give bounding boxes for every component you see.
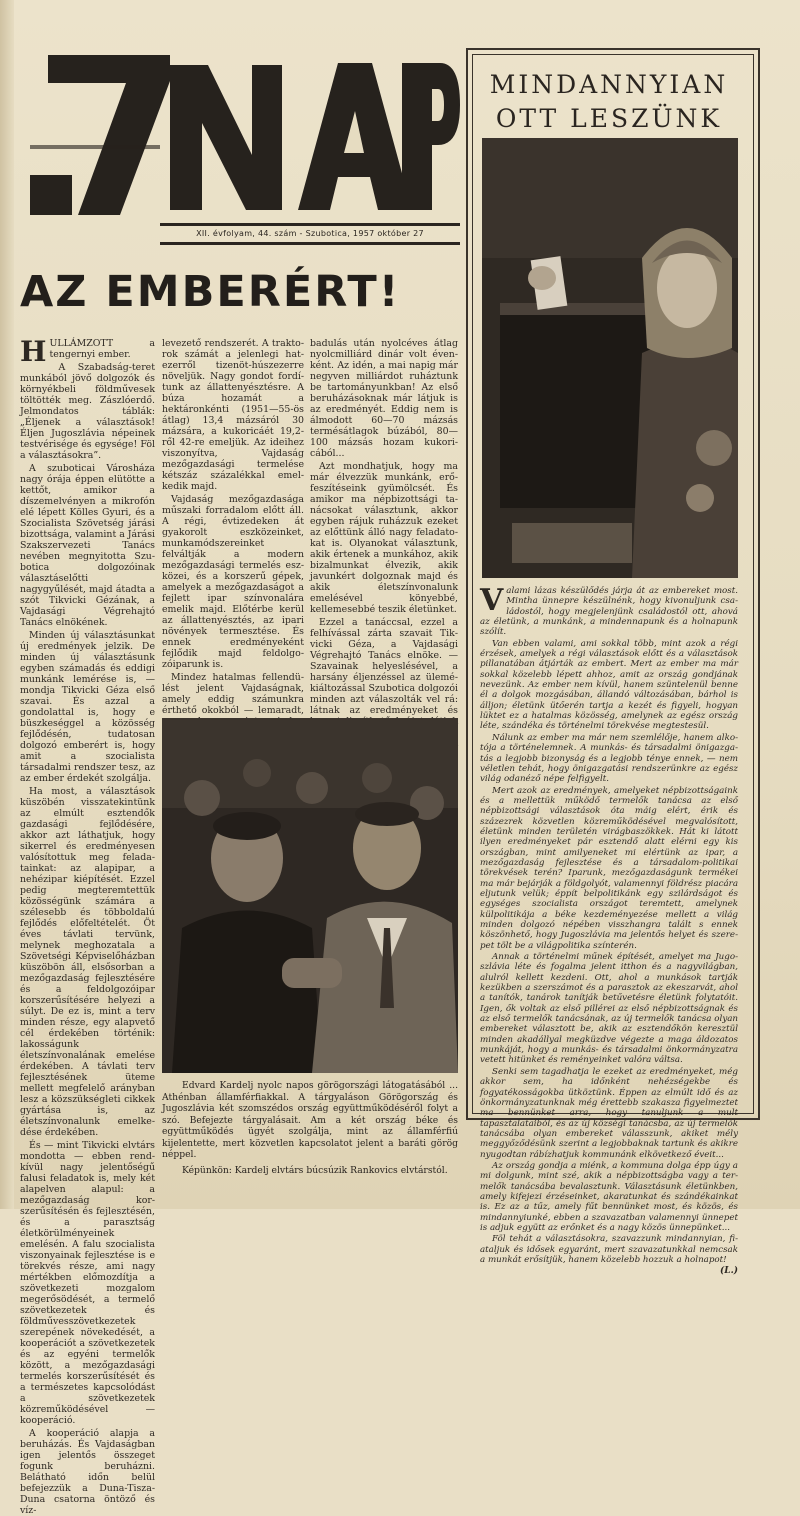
sidebar-title xyxy=(468,68,750,136)
article-paragraph: A kooperáció alapja a beruházás. És Vajdaságban igen jelentős összeget fogunk beruházni. Belátható időn belül befejezzük a Duna-Tisza-Duna csatorna öntöző és víz- xyxy=(20,1428,155,1516)
article-paragraph: A Szabadság-teret munkából jövő dolgozók és környékbeli földművesek töltötték meg. Zászlóerdő. Jelmondatos táblák: „Éljenek a választások! Éljen Jugoszlávia népeinek testvérisége és egysége! Föl a választásokra”. xyxy=(20,362,155,461)
page-fold xyxy=(0,0,14,1209)
article-paragraph: Ha most, a választások küszöbén visszatekintünk az elmúlt esztendők gazdasági fejlődésére, akkor azt láthatjuk, hogy sikerrel és eredményesen valósítottuk meg feladatainkat: az alapipar, a nehézipar kiépítését. Ezzel pedig megteremtettük közösségünk számára a szélesebb és többoldalú fejlődés előfeltételét. Öt éves távlati tervünk, melynek meghozatala a Szövetségi Képviselőházban küszöbön áll, elsősorban a mezőgazdaság fejlesztésére és a feldolgozóipar korszerűsítésére helyezi a súlyt. De ez is, mint a terv minden része, egy alapvető cél érdekében történik: lakosságunk életszínvonalának emelése érdekében. A távlati terv fejlesztésének üteme mellett megfelelő arányban lesz a közszükségleti cikkek gyártása is, az életszínvonalunk emelkedése érdekében. xyxy=(20,786,155,1138)
article-paragraph: Ezzel a tanáccsal, ezzel a felhívással zárta szavait Tikvicki Géza, a Vajdasági Végrehajtó Tanács elnöke. — Szavainak helyeslésével, a harsány éljenzéssel az ülemékiáltozással Szubotica dolgozói minden azt válaszolták vel rá: látnak az eredményeket és xyxy=(310,617,458,716)
masthead-logo xyxy=(20,45,460,225)
masthead xyxy=(20,45,460,250)
article-paragraph: A szuboticai Városháza nagy órája éppen elütötte a kettőt, amikor a díszemelvényen a mikrofón elé lépett Kölles Gyuri, és a Szocialista Szövetség járási bizottsága, valamint a Járási Szakszervezeti Tanács nevében megnyitotta Szubotica dolgozóinak választáselőtti nagygyűlését, majd átadta a szót Tikvicki Gézának, a Vajdasági Végrehajtó Tanács elnökének. xyxy=(20,463,156,628)
sidebar-paragraph: Valami lázas készülődés járja át az embereket most. Mintha ünnepre készülnénk, hogy kivonuljunk családostól, hogy megjelenjünk családostól ott, ahová az életünk, a munkánk, a mindennapunk és a holnapunk szólít. xyxy=(480,583,738,638)
sidebar-signature: (L.) xyxy=(720,1266,738,1277)
photo-illustration xyxy=(162,718,458,1073)
sidebar-paragraph: Van ebben valami, ami sokkal több, mint azok a régi érzések, amelyek a régi választások előtt és a választások pillanatában átjárták az embert. Mert az ember ma már sokkal közelebb lépett ahhoz, amit az ország gondjának nevezünk. Az ember nem kívül, hanem szüntelenül benne él a dolgok mozgásában, állandó változásában, bárhol is álljon; életünk ütőerén tartja a kezét és figyeli, hogyan lüktet ez a hatalmas közösség, amelynek az egész ország léte, szándéka és történelmi törekvése megtestesül. xyxy=(480,638,738,732)
article-column-3 xyxy=(310,338,458,716)
main-headline: AZ EMBERÉRT! xyxy=(20,267,401,317)
caption-text: Edvard Kardelj nyolc napos görögországi látogatásából ... Athénban államférfiakkal. A tárgyaláson Görögország és Jugoszlávia két szomszédos ország együttműködéséről folyt a szó. Befejezte tárgyalásait. Am a két ország béke és együttműködés ügyét szolgálja, mint az államférfiú kijelentette, mert közvetlen kapcsolatot jelent a baráti görög néppel. xyxy=(162,1080,458,1160)
article-paragraph: badulás után nyolcéves átlag nyolcmilliárd dinár volt évenként. Az idén, a mai napig már negyven milliárdot ruháztunk be tartományunkban! Az első beruházásoknak már látjuk is az eredményét. Eddig nem is álmodott 60—70 mázsás termésátlagok búzából, 80—100 mázsás hozam kukoricából... xyxy=(310,338,458,459)
article-paragraph: Mindez hatalmas fellendülést jelent Vajdaságnak, amely eddig számunkra érthető okokból — lemaradt, xyxy=(162,672,304,716)
sidebar-paragraph: Senki sem tagadhatja le ezeket az eredményeket, még akkor sem, ha időnként nehézségekbe és fogyatékosságokba ütköztünk. Éppen az elmúlt idő és az önkormányzatunknak még érettebb szakasza figyelmeztet ma bennünket arra, hogy tanuljunk a mult tapasztalataiból, és az új községi tanácsba, az új termelők tanácsába olyan embereket válasszunk, akiket mély meggyőződésünk szerint a legjobbaknak tartunk és akikre nyugodtan rábízhatjuk kommunánk elkövetkező éveit... xyxy=(480,1066,738,1160)
sidebar-paragraph: Nálunk az ember ma már nem szemlélője, hanem alkotója a történelemnek. A munkás- és társadalmi önigazgatás a legjobb bizonyság és a legjobb ténye ennek, — nem véletlen tehát, hogy önigazgatási rendszerünkre az egész világ odanéző népe felfigyelt. xyxy=(480,732,738,785)
sidebar-paragraph: Annak a történelmi műnek építését, amelyet ma Jugoszlávia léte és fogalma jelent itthon és a nagyvilágban, alulról kellett kezdeni. Ott, ahol a munkások tartják kezükben a szerszámot és a parasztok az ekeszarvát, ahol a tanítók, tanárok tanítják betűvetésre életünk folytatóit. Igen, ők voltak az első pillérei az első népbizottságnak és az első termelők tanácsának, az új termelők tanácsa olyan embereket választott be, akik az esztendőkön keresztül minden akadállyal megküzdve végezte a maga áldozatos munkáját, hogy a munkás- és társadalmi önkormányzatra vetett hitünket és reményeinket valóra váltsa. xyxy=(480,952,738,1066)
article-column-1 xyxy=(20,335,156,1516)
sidebar-paragraph: Az ország gondja a miénk, a kommuna dolga épp úgy a mi dolgunk, mint szé, akik a népbizottságba vagy a termelők tanácsába bevalasztunk. Választásunk életünkben, amely kifejezi érzéseinket, akaratunkat és szándékainkat is. Ez az a tűz, amely fűt bennünket most, és közös, és mindannyiunké, ebben a szavazatban valamennyi ünnepet is adjuk együtt az erőnket és a nagy közös ünnepünket... xyxy=(480,1160,738,1233)
article-paragraph: Azt mondhatjuk, hogy ma már élvezzük munkánk, erőfeszítéseink gyümölcsét. És amikor ma népbizottsági tanácsokat választunk, akkor egyben rájuk ruházzuk ezeket az előttünk álló nagy feladatokat is. Olyanokat választunk, akik értenek a munkához, akik bizalmunkat élvezik, akik javunkért dolgoznak majd és akik életszínvonalunk emelésével könyebbé, kellemesebbé teszik életünket. xyxy=(310,461,458,615)
article-paragraph: Vajdaság mezőgazdasága műszaki forradalom előtt áll. A régi, évtizedeken át gyakorolt eszközeinket, munkamódszereinket felváltják a modern mezőgazdasági termelés eszközei, és a korszerű gépek, amelyek a mezőgazdaságot a fejlett ipar színvonalára emelik majd. Előtérbe kerül az állattenyésztés, az ipari növények termesztése. És ennek eredményeként fejlődik majd feldolgozóiparunk is. xyxy=(162,494,304,670)
drop-cap: V xyxy=(480,583,504,618)
sidebar-article-box xyxy=(466,48,760,1277)
article-paragraph: HULLÁMZOTT a tengernyi ember. xyxy=(20,335,155,368)
sidebar-title-line-2: OTT LESZÜNK xyxy=(495,104,723,133)
sidebar-paragraph: Mert azok az eredmények, amelyeket népbizottságaink és a mellettük működő termelők tanácsa az első népbizottsági választások óta máig elért, érik és százezrek közvetlen közreműködésével megvalósított, életünk minden területén virágbaszökkek. Hát ki látott ilyen eredményeket pár esztendő alatt elérni egy kis országban, mint amilyeneket mi elértünk az ipar, a mezőgazdaság fejlesztése és a társadalom-politikai törekvések terén? Iparunk, mezőgazdaságunk termékei ma már bejárják a földgolyót, valamennyi földrész piacára eljutunk velük; éppít belpolitikánk egy szilárdságot és egységes szocialista országot teremtett, amelynek külpolitikája a béke kezdeményezése mellett a világ minden dolgozó népében visszhangra talált s ennek köszönhető, hogy Jugoszlávia ma jelentős helyet és szerepet tölt be a világpolitika színterén. xyxy=(480,785,738,951)
photo-voting-woman xyxy=(482,138,738,578)
article-paragraph: levezető rendszerét. A traktorok számát a jelenlegi hatezerről tizenöt-húszezerre növeljük. Nagy gondot fordítunk az állattenyésztésre. A búza hozamát a hektáronkénti (1951—55-ös átlag) 13,4 mázsáról 30 mázsára, a kukoricáét 19,2-ről 42-re emeljük. Az ideihez viszonyítva, Vajdaság mezőgazdasági termelése kétszáz százalékkal emelkedik majd. xyxy=(162,338,304,492)
article-paragraph: És — mint Tikvicki elvtárs mondotta — ebben rendkívül nagy jelentőségű falusi feladatok is, mely két alapelven alapul: a mezőgazdaság korszerűsítésén és fejlesztésén, és a parasztság életkörülményeinek emelésén. A falu szocialista viszonyainak fejlesztése is e törekvés része, ami nagy mértékben előmozdítja a szövetkezeti mozgalom megerősödését, a termelő szövetkezetek és földművesszövetkezetek szerepének növekedését, a kooperációt a szövetkezetek és az egyéni termelők között, a mezőgazdasági termelés korszerűsítését és a természetes kapcsolódást a szövetkezetek közreműködésével — kooperáció. xyxy=(20,1140,155,1426)
drop-cap: H xyxy=(20,335,47,368)
caption-subtitle: Képünkön: Kardelj elvtárs búcsúzik Rankovics elvtárstól. xyxy=(182,1164,448,1176)
photo-kardelj-rankovic xyxy=(162,718,458,1073)
article-column-2 xyxy=(162,338,304,716)
sidebar-paragraph: Föl tehát a választásokra, szavazzunk mindannyian, fiataljuk és idősek egyaránt, mert szavazatunkkal nemcsak a munkát erősítjük, hanem közelebb hozzuk a holnapot! xyxy=(480,1234,738,1265)
sidebar-article-text xyxy=(480,583,738,1277)
photo-caption xyxy=(162,1080,458,1200)
issue-line: XII. évfolyam, 44. szám - Szubotica, 1957 október 27 xyxy=(160,223,460,245)
article-paragraph: Minden új választásunkat új eredmények jelzik. De minden új választásunk egyben számadás és eddigi munkánk lemérése is, — mondja Tikvicki Géza első szavai. És azzal a gondolattal is, hogy e büszkeséggel a közösség fejlődésén, tudatosan dolgozó emberért is, hogy amit a szocialista társadalmi rendszer tesz, az az ember érdekét szolgálja. xyxy=(20,630,155,784)
sidebar-title-line-1: MINDANNYIAN xyxy=(489,70,729,99)
photo-illustration xyxy=(482,138,738,578)
